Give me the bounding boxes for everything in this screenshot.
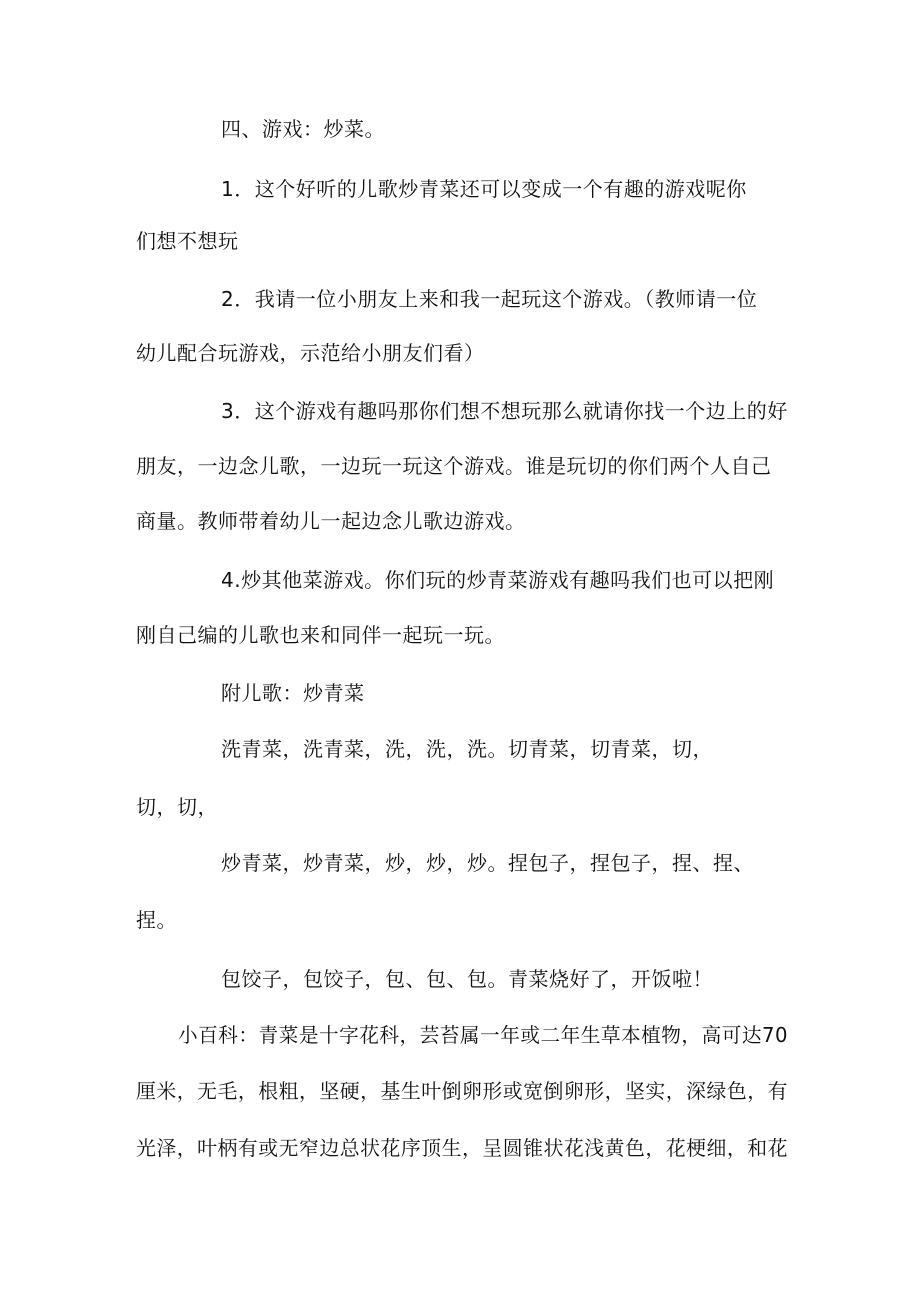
item-1-line-1: 1．这个好听的儿歌炒青菜还可以变成一个有趣的游戏呢你 — [221, 177, 747, 201]
song-stanza-1-line-1: 洗青菜，洗青菜，洗，洗，洗。切青菜，切青菜，切， — [221, 737, 713, 761]
encyclopedia-line-3: 光泽，叶柄有或无窄边总状花序顶生，呈圆锥状花浅黄色，花梗细，和花 — [136, 1136, 788, 1160]
item-3-line-1: 3．这个游戏有趣吗那你们想不想玩那么就请你找一个边上的好 — [221, 399, 788, 423]
item-3-line-3: 商量。教师带着幼儿一起边念儿歌边游戏。 — [136, 509, 526, 533]
song-title: 附儿歌：炒青菜 — [221, 681, 365, 705]
item-3-line-2: 朋友，一边念儿歌，一边玩一玩这个游戏。谁是玩切的你们两个人自己 — [136, 454, 772, 478]
encyclopedia-line-1: 小百科：青菜是十字花科，芸苔属一年或二年生草本植物，高可达70 — [178, 1023, 788, 1047]
item-4-line-2: 刚自己编的儿歌也来和同伴一起玩一玩。 — [136, 623, 505, 647]
song-stanza-2-line-1: 炒青菜，炒青菜，炒，炒，炒。捏包子，捏包子，捏、捏、 — [221, 851, 754, 875]
encyclopedia-line-2: 厘米，无毛，根粗，坚硬，基生叶倒卵形或宽倒卵形，坚实，深绿色，有 — [136, 1079, 788, 1103]
section-heading: 四、游戏：炒菜。 — [221, 117, 385, 141]
item-2-line-2: 幼儿配合玩游戏，示范给小朋友们看） — [136, 341, 485, 365]
item-1-line-2: 们想不想玩 — [136, 229, 239, 253]
song-stanza-2-line-2: 捏。 — [136, 908, 177, 932]
song-stanza-3-line-1: 包饺子，包饺子，包、包、包。青菜烧好了，开饭啦！ — [221, 967, 713, 991]
song-stanza-1-line-2: 切，切， — [136, 795, 218, 819]
item-4-line-1: 4.炒其他菜游戏。你们玩的炒青菜游戏有趣吗我们也可以把刚 — [221, 568, 775, 592]
item-2-line-1: 2．我请一位小朋友上来和我一起玩这个游戏。（教师请一位 — [221, 287, 758, 311]
